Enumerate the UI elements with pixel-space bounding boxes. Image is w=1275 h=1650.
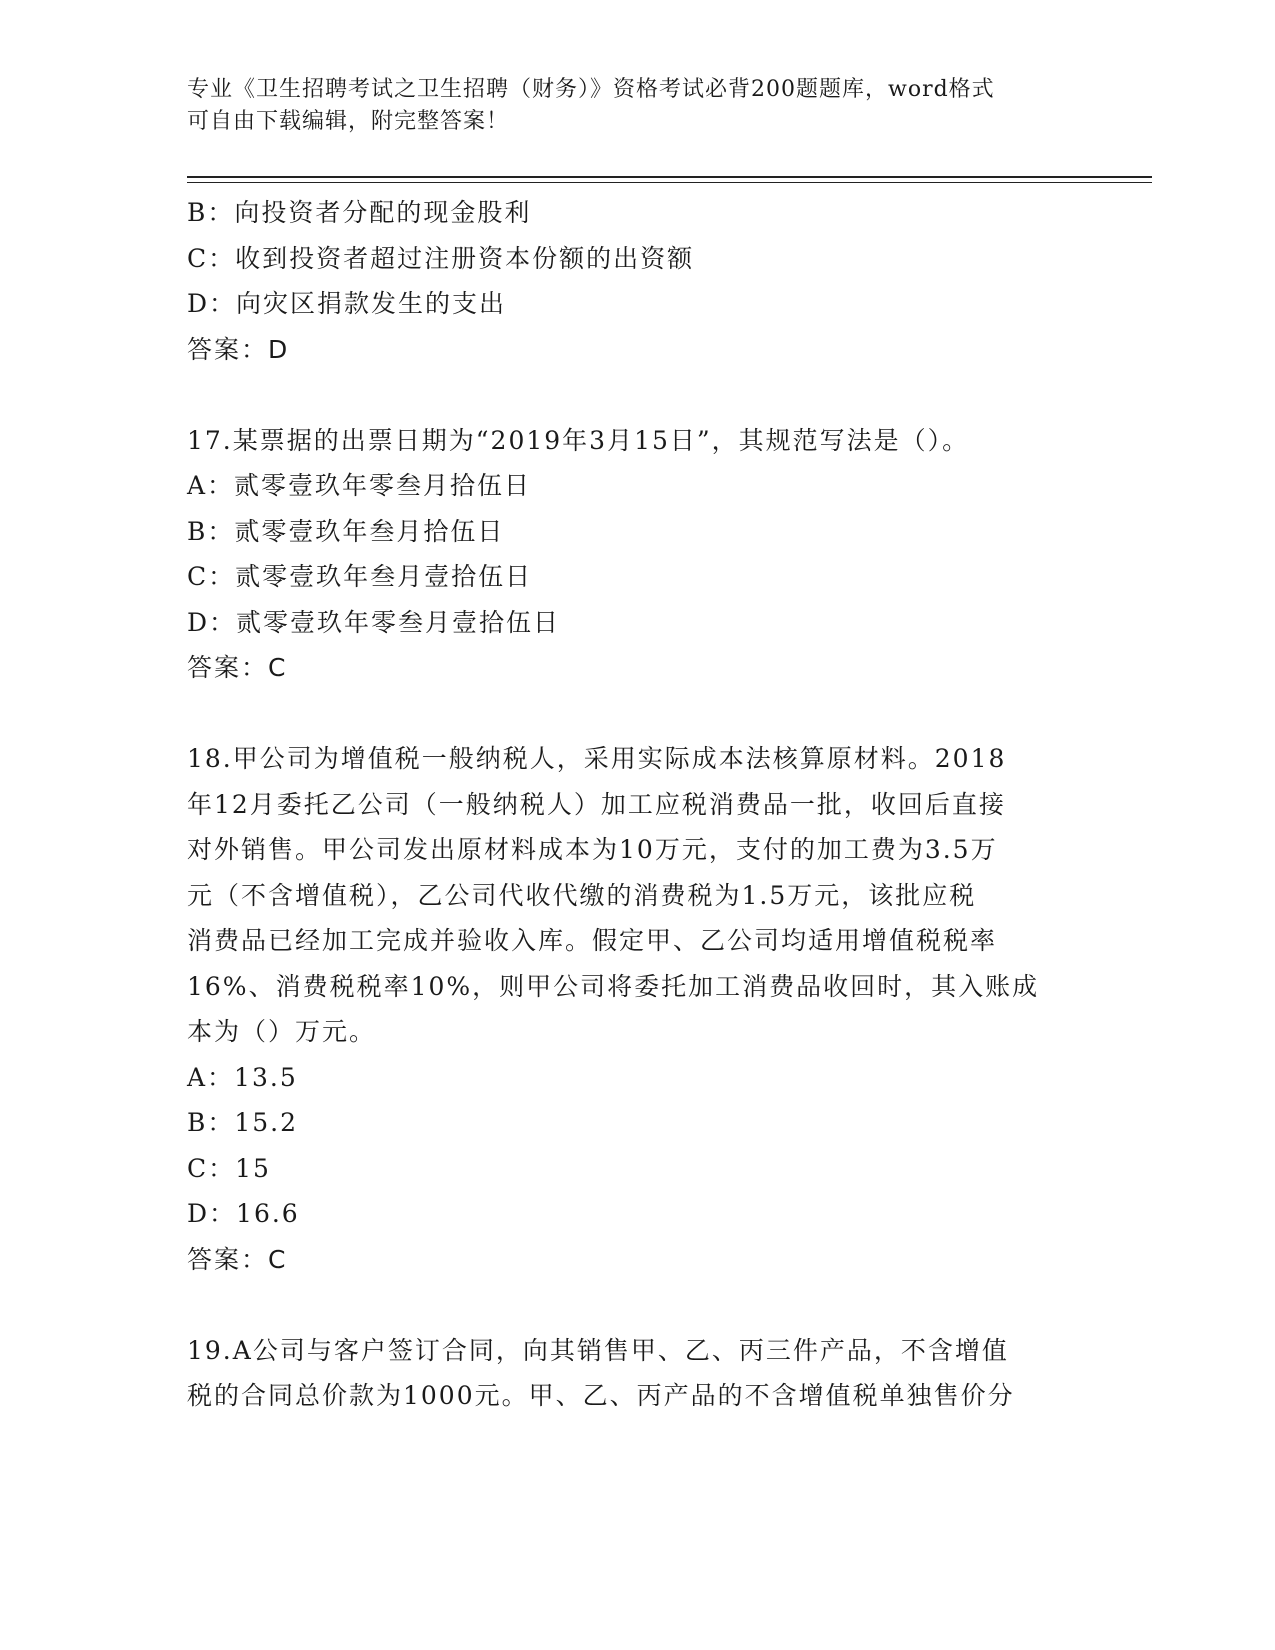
header-divider-thin [187,182,1152,183]
header-title-line-2: 可自由下载编辑，附完整答案！ [187,109,510,134]
q17-answer: 答案：C [187,653,288,682]
q18-stem-line: 元（不含增值税），乙公司代收代缴的消费税为1.5万元，该批应税 [187,880,977,910]
q18-option-b: B：15.2 [187,1108,299,1137]
header-divider-thick [187,176,1152,178]
header-title-line-1: 专业《卫生招聘考试之卫生招聘（财务）》资格考试必背200题题库，word格式 [187,77,995,102]
q18-stem-line: 消费品已经加工完成并验收入库。假定甲、乙公司均适用增值税税率 [187,926,998,955]
question-content [187,190,1087,1419]
q18-option-a: A：13.5 [187,1062,298,1092]
q17-option-d: D：贰零壹玖年零叁月壹拾伍日 [187,607,561,637]
q17-option-a: A：贰零壹玖年零叁月拾伍日 [187,471,532,500]
spacer [187,1282,1087,1328]
q18-stem-line: 本为（）万元。 [187,1017,377,1046]
q19-stem-line: 19.A公司与客户签订合同，向其销售甲、乙、丙三件产品，不含增值 [187,1335,1009,1365]
q17-option-b: B：贰零壹玖年叁月拾伍日 [187,516,505,546]
q18-option-c: C：15 [187,1153,271,1183]
q16-option-b: B：向投资者分配的现金股利 [187,198,532,227]
q18-answer: 答案：C [187,1244,288,1274]
q18-stem-line: 年12月委托乙公司（一般纳税人）加工应税消费品一批，收回后直接 [187,789,1006,819]
q18-stem-line: 对外销售。甲公司发出原材料成本为10万元，支付的加工费为3.5万 [187,835,998,864]
q17-stem: 17.某票据的出票日期为“2019年3月15日”，其规范写法是（）。 [187,425,970,455]
q16-option-d: D：向灾区捐款发生的支出 [187,289,507,318]
q17-option-c: C：贰零壹玖年叁月壹拾伍日 [187,562,533,591]
q16-answer: 答案：D [187,334,290,364]
q18-stem-line: 16%、消费税税率10%，则甲公司将委托加工消费品收回时，其入账成 [187,971,1040,1001]
q19-stem-line: 税的合同总价款为1000元。甲、乙、丙产品的不含增值税单独售价分 [187,1381,1015,1410]
q18-option-d: D：16.6 [187,1199,300,1228]
q16-option-c: C：收到投资者超过注册资本份额的出资额 [187,243,695,273]
spacer [187,372,1087,418]
spacer [187,691,1087,737]
document-header [187,74,1067,138]
q18-stem-line: 18.甲公司为增值税一般纳税人，采用实际成本法核算原材料。2018 [187,744,1007,773]
